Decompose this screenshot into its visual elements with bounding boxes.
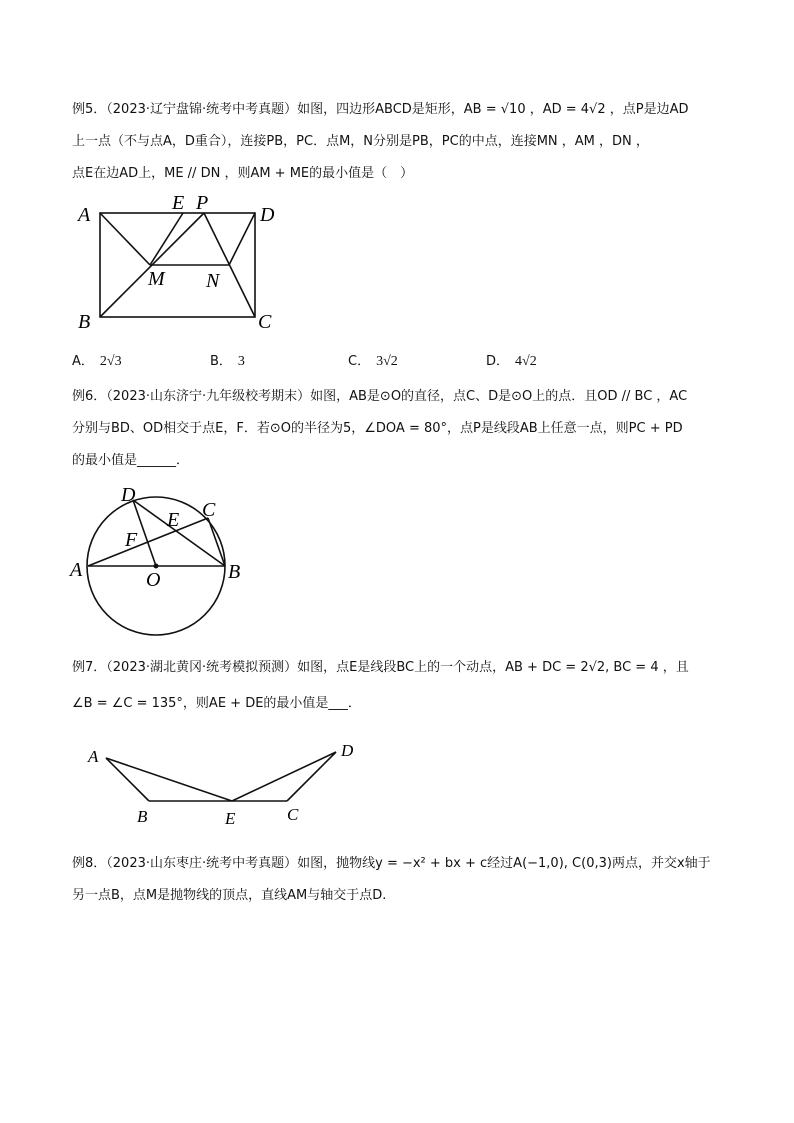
ex5-line-3: 点E在边AD上，ME // DN ，则AM + ME的最小值是（ ）: [72, 166, 414, 181]
ex6-line-3: 的最小值是______．: [72, 453, 190, 468]
ex7-line-2: ∠B = ∠C = 135°，则AE + DE的最小值是___．: [72, 696, 361, 711]
ex6-line-1: 例6．（2023·山东济宁·九年级校考期末）如图，AB是⊙O的直径，点C、D是⊙O上的点．且OD // BC ，AC: [72, 389, 688, 404]
ex6-label-e: E: [167, 509, 180, 531]
ex5-option-c: C． 3√2: [348, 354, 398, 369]
ex6-label-a: A: [70, 559, 83, 581]
ex5-label-a: A: [78, 204, 91, 226]
ex6-label-o: O: [146, 569, 161, 591]
ex5-label-n: N: [206, 270, 220, 292]
ex5-line-1: 例5．（2023·辽宁盘锦·统考中考真题）如图，四边形ABCD是矩形，AB = √10 ，AD = 4√2 ，点P是边AD: [72, 102, 689, 117]
ex5-label-b: B: [78, 311, 91, 333]
ex5-label-c: C: [258, 311, 272, 333]
ex7-label-d: D: [341, 741, 354, 760]
ex5-label-d: D: [260, 204, 275, 226]
ex6-line-2: 分别与BD、OD相交于点E，F．若⊙O的半径为5，∠DOA = 80°，点P是线段AB上任意一点，则PC + PD: [72, 421, 683, 436]
ex8-line-1: 例8．（2023·山东枣庄·统考中考真题）如图，抛物线y = −x² + bx + c经过A(−1,0), C(0,3)两点，并交x轴于: [72, 856, 711, 871]
ex7-line-1: 例7．（2023·湖北黄冈·统考模拟预测）如图，点E是线段BC上的一个动点，AB + DC = 2√2, BC = 4 ，且: [72, 660, 689, 675]
ex7-label-b: B: [137, 807, 148, 826]
ex5-option-b: B． 3: [210, 354, 245, 369]
ex6-label-c: C: [202, 499, 216, 521]
ex5-option-d: D． 4√2: [486, 354, 537, 369]
ex5-label-m: M: [148, 268, 165, 290]
ex7-label-c: C: [287, 805, 299, 824]
ex5-label-e: E: [172, 192, 185, 214]
ex6-label-b: B: [228, 561, 241, 583]
ex5-label-p: P: [196, 192, 209, 214]
ex7-label-e: E: [225, 809, 236, 828]
ex7-label-a: A: [88, 747, 99, 766]
ex5-option-a: A． 2√3: [72, 354, 122, 369]
ex8-line-2: 另一点B，点M是抛物线的顶点，直线AM与轴交于点D.: [72, 888, 387, 903]
ex5-line-2: 上一点（不与点A，D重合），连接PB，PC．点M，N分别是PB，PC的中点，连接MN ，AM ，DN ，: [72, 134, 649, 149]
ex6-label-d: D: [121, 484, 136, 506]
ex6-label-f: F: [125, 529, 138, 551]
